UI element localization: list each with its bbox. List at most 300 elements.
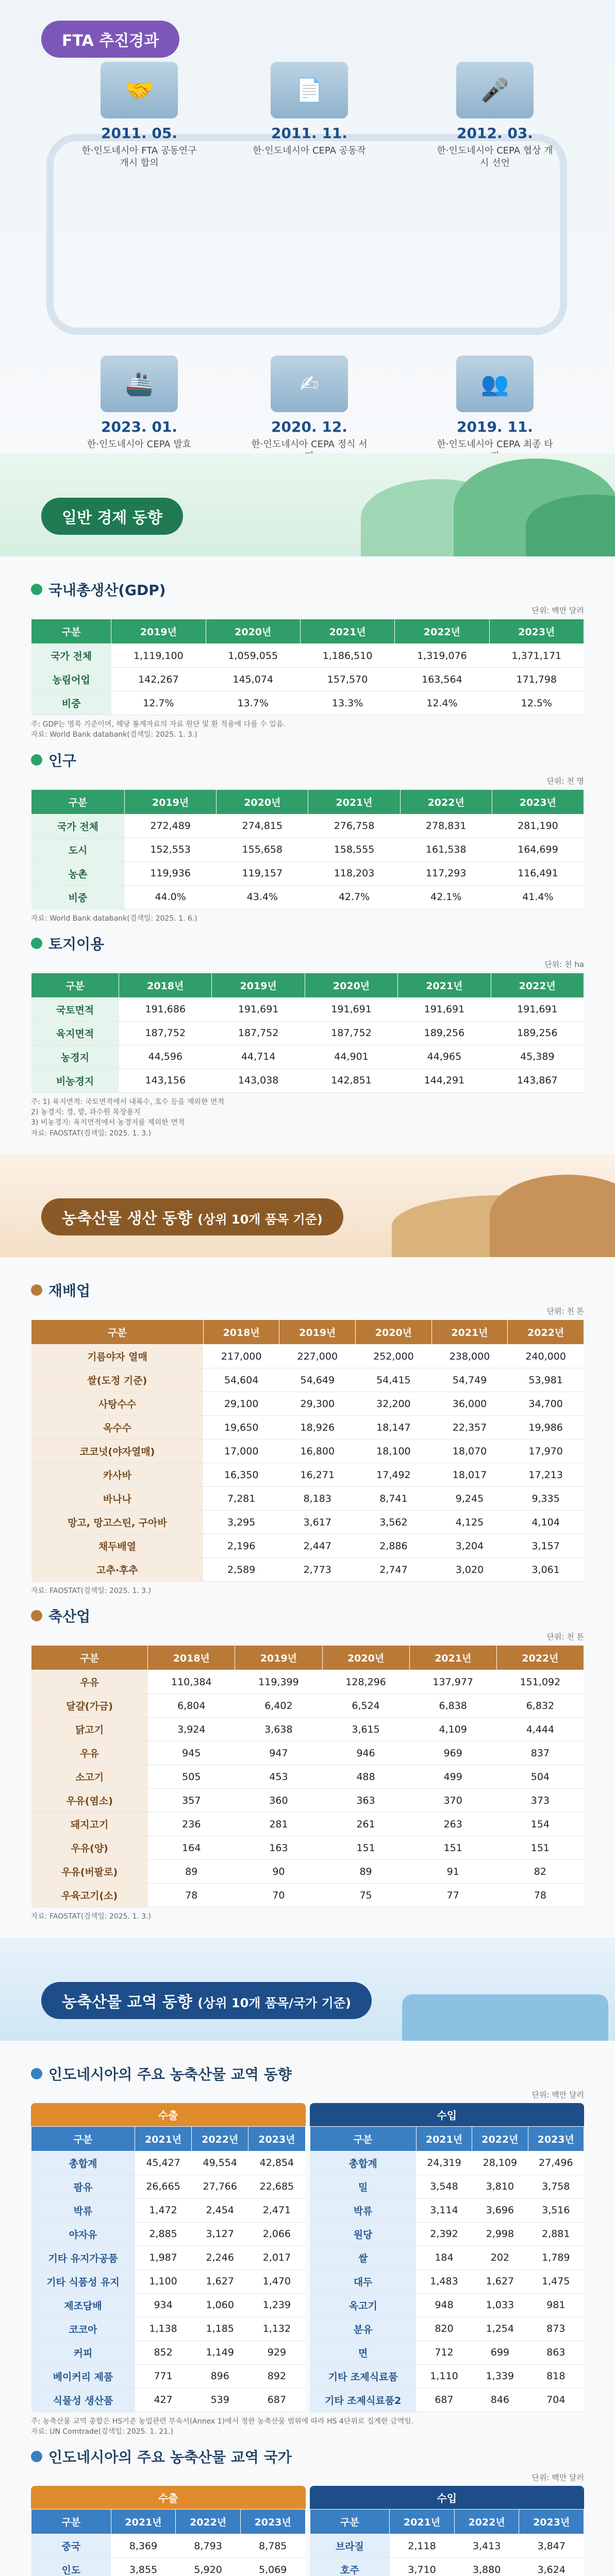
table-cell: 22,685 bbox=[248, 2175, 305, 2198]
table-cell: 184 bbox=[416, 2246, 472, 2269]
table-cell: 370 bbox=[409, 1789, 496, 1812]
table-header: 2018년 bbox=[148, 1646, 235, 1670]
table-row bbox=[31, 1812, 584, 1836]
table-row bbox=[310, 2175, 584, 2198]
trade-banner-title: 농축산물 교역 동향 (상위 10개 품목/국가 기준) bbox=[41, 1982, 372, 2019]
table-cell: 274,815 bbox=[217, 814, 308, 838]
table-row bbox=[31, 838, 584, 861]
table-cell: 42.1% bbox=[400, 885, 492, 909]
table-cell: 837 bbox=[496, 1741, 584, 1765]
table-row bbox=[31, 1836, 584, 1860]
trade-banner bbox=[0, 1938, 615, 2041]
trade-unit: 단위: 백만 달러 bbox=[531, 2473, 584, 2483]
table-header: 구분 bbox=[31, 619, 111, 644]
table-header: 2021년 bbox=[390, 2510, 455, 2534]
table-cell: 281 bbox=[235, 1812, 322, 1836]
table-cell: 국가 전체 bbox=[31, 644, 111, 668]
table-cell: 45,427 bbox=[135, 2151, 192, 2175]
table-cell: 2,392 bbox=[416, 2222, 472, 2246]
table-row bbox=[31, 1511, 584, 1534]
trade-section bbox=[0, 2041, 615, 2576]
table-cell: 163,564 bbox=[395, 668, 489, 691]
general-banner bbox=[0, 453, 615, 556]
milestone-date: 2012. 03. bbox=[457, 125, 533, 142]
table-cell: 2,886 bbox=[356, 1534, 432, 1558]
table-cell: 17,492 bbox=[356, 1463, 432, 1487]
table-cell: 2,885 bbox=[135, 2222, 192, 2246]
table-cell: 18,147 bbox=[356, 1416, 432, 1439]
table-row bbox=[31, 1439, 584, 1463]
table-cell: 2,773 bbox=[279, 1558, 356, 1582]
table-cell: 151 bbox=[409, 1836, 496, 1860]
table-cell: 3,204 bbox=[431, 1534, 508, 1558]
table-cell: 면 bbox=[310, 2341, 416, 2364]
pop-title: 인구 bbox=[31, 750, 584, 770]
table-cell: 17,213 bbox=[508, 1463, 584, 1487]
trade-note: 주: 농축산물 교역 총합은 HS기준 농업관련 부속서(Annex 1)에서 정한 농축산물 범위에 따라 HS 4단위로 집계한 금액임. 자료: UN Comtrade(검색일: 2025. 1. 21.) bbox=[31, 2417, 413, 2436]
table-cell: 969 bbox=[409, 1741, 496, 1765]
production-banner-title: 농축산물 생산 동향 (상위 10개 품목 기준) bbox=[41, 1198, 343, 1235]
table-row bbox=[31, 2175, 306, 2198]
table-cell: 2,118 bbox=[390, 2534, 455, 2558]
export-label: 수출 bbox=[31, 2103, 306, 2126]
table-row bbox=[310, 2364, 584, 2388]
table-cell: 189,256 bbox=[491, 1021, 584, 1045]
table-row bbox=[31, 644, 584, 668]
table-cell: 16,271 bbox=[279, 1463, 356, 1487]
table-cell: 3,114 bbox=[416, 2198, 472, 2222]
table-cell: 189,256 bbox=[398, 1021, 491, 1045]
table-cell: 3,295 bbox=[203, 1511, 279, 1534]
table-cell: 1,132 bbox=[248, 2317, 305, 2341]
table-cell: 929 bbox=[248, 2341, 305, 2364]
table-cell: 8,741 bbox=[356, 1487, 432, 1511]
table-cell: 대두 bbox=[310, 2269, 416, 2293]
table-cell: 3,810 bbox=[472, 2175, 528, 2198]
table-cell: 45,389 bbox=[491, 1045, 584, 1069]
table-cell: 3,157 bbox=[508, 1534, 584, 1558]
table-cell: 3,127 bbox=[192, 2222, 248, 2246]
table-cell: 145,074 bbox=[206, 668, 300, 691]
table-cell: 499 bbox=[409, 1765, 496, 1789]
table-cell: 옥수수 bbox=[31, 1416, 204, 1439]
table-cell: 154 bbox=[496, 1812, 584, 1836]
table-header: 2021년 bbox=[111, 2510, 176, 2534]
table-row bbox=[31, 691, 584, 715]
table-cell: 54,604 bbox=[203, 1368, 279, 1392]
table-cell: 3,758 bbox=[528, 2175, 584, 2198]
table-cell: 363 bbox=[322, 1789, 409, 1812]
table-header: 2021년 bbox=[416, 2126, 472, 2151]
milestone-desc: 한·인도네시아 CEPA 정식 서 bbox=[251, 439, 368, 450]
table-cell: 771 bbox=[135, 2364, 192, 2388]
table-cell: 8,369 bbox=[111, 2534, 176, 2558]
fta-milestone bbox=[77, 62, 201, 170]
table-cell: 우유(버팔로) bbox=[31, 1860, 148, 1884]
bullet-icon bbox=[31, 1610, 42, 1621]
bullet-icon bbox=[31, 754, 42, 766]
table-header: 2022년 bbox=[176, 2510, 241, 2534]
fta-milestone bbox=[433, 355, 557, 464]
table-cell: 1,789 bbox=[528, 2246, 584, 2269]
table-cell: 4,444 bbox=[496, 1718, 584, 1741]
table-cell: 119,399 bbox=[235, 1670, 322, 1694]
handshake-icon: 🤝 bbox=[101, 62, 178, 118]
table-header: 2022년 bbox=[496, 1646, 584, 1670]
table-cell: 베이커리 제품 bbox=[31, 2364, 135, 2388]
table-cell: 3,615 bbox=[322, 1718, 409, 1741]
table-row bbox=[310, 2558, 584, 2576]
table-cell: 1,483 bbox=[416, 2269, 472, 2293]
table-cell: 187,752 bbox=[305, 1021, 397, 1045]
table-cell: 18,926 bbox=[279, 1416, 356, 1439]
table-cell: 357 bbox=[148, 1789, 235, 1812]
table-cell: 제조담배 bbox=[31, 2293, 135, 2317]
fta-milestone bbox=[433, 62, 557, 170]
table-header: 2022년 bbox=[491, 973, 584, 997]
import-label: 수입 bbox=[310, 2486, 585, 2509]
table-cell: 144,291 bbox=[398, 1069, 491, 1092]
trade-items-block bbox=[31, 2063, 584, 2437]
table-row bbox=[31, 2198, 306, 2222]
table-cell: 1,138 bbox=[135, 2317, 192, 2341]
crop-unit: 단위: 천 톤 bbox=[546, 1307, 584, 1316]
signing-icon: ✍ bbox=[271, 355, 348, 412]
table-cell: 28,109 bbox=[472, 2151, 528, 2175]
table-cell: 커피 bbox=[31, 2341, 135, 2364]
table-cell: 바나나 bbox=[31, 1487, 204, 1511]
table-cell: 17,970 bbox=[508, 1439, 584, 1463]
table-cell: 닭고기 bbox=[31, 1718, 148, 1741]
table-cell: 360 bbox=[235, 1789, 322, 1812]
table-row bbox=[31, 1487, 584, 1511]
table-cell: 19,650 bbox=[203, 1416, 279, 1439]
table-cell: 44.0% bbox=[125, 885, 217, 909]
table-cell: 43.4% bbox=[217, 885, 308, 909]
table-row bbox=[31, 2317, 306, 2341]
table-cell: 1,475 bbox=[528, 2269, 584, 2293]
table-header: 2023년 bbox=[489, 619, 584, 644]
table-row bbox=[31, 2269, 306, 2293]
table-row bbox=[310, 2388, 584, 2412]
table-row bbox=[31, 1860, 584, 1884]
table-row bbox=[31, 997, 584, 1021]
table-cell: 820 bbox=[416, 2317, 472, 2341]
table-cell: 873 bbox=[528, 2317, 584, 2341]
table-row bbox=[310, 2293, 584, 2317]
table-cell: 1,110 bbox=[416, 2364, 472, 2388]
table-cell: 1,627 bbox=[192, 2269, 248, 2293]
table-cell: 27,496 bbox=[528, 2151, 584, 2175]
meeting-icon: 👥 bbox=[456, 355, 534, 412]
table-cell: 2,196 bbox=[203, 1534, 279, 1558]
table-cell: 쌀 bbox=[310, 2246, 416, 2269]
ship-icon: 🚢 bbox=[101, 355, 178, 412]
table-cell: 1,470 bbox=[248, 2269, 305, 2293]
table-cell: 163 bbox=[235, 1836, 322, 1860]
table-cell: 863 bbox=[528, 2341, 584, 2364]
table-cell: 13.3% bbox=[300, 691, 394, 715]
table-header: 2023년 bbox=[492, 789, 584, 814]
table-cell: 981 bbox=[528, 2293, 584, 2317]
table-header: 2022년 bbox=[192, 2126, 248, 2151]
trade-title: 인도네시아의 주요 농축산물 교역 국가 bbox=[31, 2446, 584, 2467]
production-section bbox=[0, 1257, 615, 1938]
document-icon: 📄 bbox=[271, 62, 348, 118]
table-header: 2023년 bbox=[528, 2126, 584, 2151]
table-header: 구분 bbox=[31, 1646, 148, 1670]
table-cell: 36,000 bbox=[431, 1392, 508, 1416]
general-section bbox=[0, 556, 615, 1154]
livestock-note: 자료: FAOSTAT(검색일: 2025. 1. 3.) bbox=[31, 1912, 152, 1921]
table-cell: 119,157 bbox=[217, 861, 308, 885]
table-row bbox=[31, 1789, 584, 1812]
table-cell: 117,293 bbox=[400, 861, 492, 885]
table-row bbox=[31, 1368, 584, 1392]
table-cell: 143,867 bbox=[491, 1069, 584, 1092]
table-header: 2020년 bbox=[206, 619, 300, 644]
table-header: 구분 bbox=[31, 1320, 204, 1345]
table-row bbox=[31, 2246, 306, 2269]
pop-unit: 단위: 천 명 bbox=[546, 776, 584, 786]
table-cell: 1,987 bbox=[135, 2246, 192, 2269]
table-cell: 143,038 bbox=[212, 1069, 305, 1092]
milestone-date: 2011. 05. bbox=[101, 125, 177, 142]
table-cell: 13.7% bbox=[206, 691, 300, 715]
table-row bbox=[31, 1416, 584, 1439]
table-cell: 8,183 bbox=[279, 1487, 356, 1511]
table-row bbox=[31, 1741, 584, 1765]
table-cell: 892 bbox=[248, 2364, 305, 2388]
bullet-icon bbox=[31, 938, 42, 949]
table-header: 구분 bbox=[31, 789, 125, 814]
table-cell: 142,267 bbox=[111, 668, 206, 691]
gdp-title: 국내총생산(GDP) bbox=[31, 579, 584, 600]
table-cell: 191,691 bbox=[491, 997, 584, 1021]
table-cell: 농림어업 bbox=[31, 668, 111, 691]
table-row bbox=[31, 2341, 306, 2364]
table-row bbox=[31, 1884, 584, 1907]
table-cell: 6,804 bbox=[148, 1694, 235, 1718]
table-cell: 3,562 bbox=[356, 1511, 432, 1534]
bullet-icon bbox=[31, 2451, 42, 2462]
table-cell: 77 bbox=[409, 1884, 496, 1907]
table-cell: 코코아 bbox=[31, 2317, 135, 2341]
table-cell: 사탕수수 bbox=[31, 1392, 204, 1416]
table-cell: 29,100 bbox=[203, 1392, 279, 1416]
table-row bbox=[310, 2534, 584, 2558]
table-cell: 육지면적 bbox=[31, 1021, 119, 1045]
table-cell: 우유 bbox=[31, 1741, 148, 1765]
table-row bbox=[31, 1021, 584, 1045]
table-row bbox=[310, 2222, 584, 2246]
table-cell: 비농경지 bbox=[31, 1069, 119, 1092]
table-cell: 505 bbox=[148, 1765, 235, 1789]
pop-table bbox=[31, 789, 584, 909]
table-cell: 54,649 bbox=[279, 1368, 356, 1392]
livestock-table bbox=[31, 1645, 584, 1907]
milestone-date: 2019. 11. bbox=[457, 418, 533, 435]
milestone-date: 2023. 01. bbox=[101, 418, 177, 435]
table-row bbox=[31, 1463, 584, 1487]
table-header: 2021년 bbox=[300, 619, 394, 644]
table-cell: 분유 bbox=[310, 2317, 416, 2341]
table-cell: 우유(양) bbox=[31, 1836, 148, 1860]
table-header: 구분 bbox=[31, 973, 119, 997]
table-cell: 157,570 bbox=[300, 668, 394, 691]
table-cell: 373 bbox=[496, 1789, 584, 1812]
table-cell: 187,752 bbox=[119, 1021, 212, 1045]
table-header: 2019년 bbox=[279, 1320, 356, 1345]
table-header: 2021년 bbox=[431, 1320, 508, 1345]
table-cell: 1,186,510 bbox=[300, 644, 394, 668]
table-cell: 3,516 bbox=[528, 2198, 584, 2222]
gdp-unit: 단위: 백만 달러 bbox=[531, 606, 584, 615]
milestone-desc: 한·인도네시아 CEPA 공동작 bbox=[253, 145, 366, 156]
table-header: 2022년 bbox=[454, 2510, 519, 2534]
table-cell: 191,691 bbox=[305, 997, 397, 1021]
import-table bbox=[310, 2126, 585, 2412]
table-cell: 총합계 bbox=[31, 2151, 135, 2175]
table-cell: 기타 식품성 유지 bbox=[31, 2269, 135, 2293]
table-header: 2018년 bbox=[119, 973, 212, 997]
table-cell: 948 bbox=[416, 2293, 472, 2317]
table-row bbox=[310, 2317, 584, 2341]
table-cell: 1,319,076 bbox=[395, 644, 489, 668]
table-cell: 161,538 bbox=[400, 838, 492, 861]
table-cell: 276,758 bbox=[308, 814, 400, 838]
table-row bbox=[31, 2222, 306, 2246]
table-cell: 소고기 bbox=[31, 1765, 148, 1789]
table-cell: 중국 bbox=[31, 2534, 111, 2558]
table-cell: 687 bbox=[416, 2388, 472, 2412]
table-row bbox=[31, 814, 584, 838]
general-banner-title: 일반 경제 동향 bbox=[41, 498, 183, 535]
milestone-desc: 한·인도네시아 CEPA 발효 bbox=[87, 439, 192, 450]
table-row bbox=[31, 2293, 306, 2317]
table-cell: 1,254 bbox=[472, 2317, 528, 2341]
milestone-date: 2011. 11. bbox=[271, 125, 347, 142]
table-cell: 2,246 bbox=[192, 2246, 248, 2269]
table-cell: 돼지고기 bbox=[31, 1812, 148, 1836]
table-cell: 인도 bbox=[31, 2558, 111, 2576]
table-cell: 1,033 bbox=[472, 2293, 528, 2317]
table-row bbox=[310, 2341, 584, 2364]
land-unit: 단위: 천 ha bbox=[544, 959, 584, 969]
table-cell: 도시 bbox=[31, 838, 125, 861]
table-cell: 1,060 bbox=[192, 2293, 248, 2317]
table-cell: 기타 유지가공품 bbox=[31, 2246, 135, 2269]
table-cell: 1,239 bbox=[248, 2293, 305, 2317]
trade-partners-block bbox=[31, 2446, 584, 2576]
table-cell: 3,696 bbox=[472, 2198, 528, 2222]
table-cell: 118,203 bbox=[308, 861, 400, 885]
table-cell: 12.5% bbox=[489, 691, 584, 715]
table-cell: 3,847 bbox=[519, 2534, 584, 2558]
table-row bbox=[31, 1345, 584, 1368]
table-cell: 2,471 bbox=[248, 2198, 305, 2222]
table-row bbox=[31, 1045, 584, 1069]
table-row bbox=[31, 885, 584, 909]
table-cell: 272,489 bbox=[125, 814, 217, 838]
table-cell: 151 bbox=[322, 1836, 409, 1860]
table-cell: 1,472 bbox=[135, 2198, 192, 2222]
table-cell: 278,831 bbox=[400, 814, 492, 838]
table-row bbox=[31, 1558, 584, 1582]
table-cell: 카사바 bbox=[31, 1463, 204, 1487]
table-cell: 44,714 bbox=[212, 1045, 305, 1069]
table-cell: 261 bbox=[322, 1812, 409, 1836]
table-header: 2019년 bbox=[212, 973, 305, 997]
table-cell: 4,104 bbox=[508, 1511, 584, 1534]
crop-table bbox=[31, 1319, 584, 1582]
table-header: 2021년 bbox=[398, 973, 491, 997]
fta-title-pill: FTA 추진경과 bbox=[41, 21, 179, 58]
table-row bbox=[31, 668, 584, 691]
table-cell: 식물성 생산품 bbox=[31, 2388, 135, 2412]
table-row bbox=[31, 1765, 584, 1789]
table-header: 구분 bbox=[31, 2126, 135, 2151]
table-cell: 2,447 bbox=[279, 1534, 356, 1558]
table-cell: 18,017 bbox=[431, 1463, 508, 1487]
table-header: 2021년 bbox=[135, 2126, 192, 2151]
table-cell: 217,000 bbox=[203, 1345, 279, 1368]
table-cell: 164 bbox=[148, 1836, 235, 1860]
table-header: 구분 bbox=[310, 2126, 416, 2151]
table-row bbox=[310, 2246, 584, 2269]
table-cell: 846 bbox=[472, 2388, 528, 2412]
table-cell: 27,766 bbox=[192, 2175, 248, 2198]
table-cell: 110,384 bbox=[148, 1670, 235, 1694]
table-cell: 151,092 bbox=[496, 1670, 584, 1694]
table-cell: 2,017 bbox=[248, 2246, 305, 2269]
table-header: 2020년 bbox=[322, 1646, 409, 1670]
table-cell: 쌀(도정 기준) bbox=[31, 1368, 204, 1392]
table-cell: 우유(염소) bbox=[31, 1789, 148, 1812]
table-cell: 453 bbox=[235, 1765, 322, 1789]
table-cell: 704 bbox=[528, 2388, 584, 2412]
gdp-note: 주: GDP는 명목 기준이며, 해당 통계자료의 자료 원단 및 환 적용에 다를 수 있음. 자료: World Bank databank(검색일: 2025. 1. 3.) bbox=[31, 720, 286, 739]
table-header: 2021년 bbox=[308, 789, 400, 814]
table-cell: 밀 bbox=[310, 2175, 416, 2198]
table-header: 구분 bbox=[31, 2510, 111, 2534]
table-cell: 팜유 bbox=[31, 2175, 135, 2198]
milestone-desc: 한·인도네시아 CEPA 최종 타 bbox=[437, 439, 553, 450]
table-cell: 539 bbox=[192, 2388, 248, 2412]
fta-section bbox=[0, 0, 615, 453]
livestock-unit: 단위: 천 톤 bbox=[546, 1632, 584, 1642]
table-cell: 원당 bbox=[310, 2222, 416, 2246]
table-cell: 89 bbox=[322, 1860, 409, 1884]
table-row bbox=[310, 2151, 584, 2175]
table-header: 2020년 bbox=[217, 789, 308, 814]
table-cell: 망고, 망고스틴, 구아바 bbox=[31, 1511, 204, 1534]
table-cell: 227,000 bbox=[279, 1345, 356, 1368]
table-cell: 3,624 bbox=[519, 2558, 584, 2576]
table-cell: 934 bbox=[135, 2293, 192, 2317]
table-cell: 78 bbox=[496, 1884, 584, 1907]
table-header: 2018년 bbox=[203, 1320, 279, 1345]
table-cell: 42.7% bbox=[308, 885, 400, 909]
table-cell: 42,854 bbox=[248, 2151, 305, 2175]
table-row bbox=[31, 2151, 306, 2175]
fta-milestone bbox=[247, 62, 371, 157]
table-cell: 119,936 bbox=[125, 861, 217, 885]
table-cell: 191,691 bbox=[398, 997, 491, 1021]
import-table bbox=[310, 2509, 585, 2576]
table-cell: 야자유 bbox=[31, 2222, 135, 2246]
table-cell: 9,335 bbox=[508, 1487, 584, 1511]
